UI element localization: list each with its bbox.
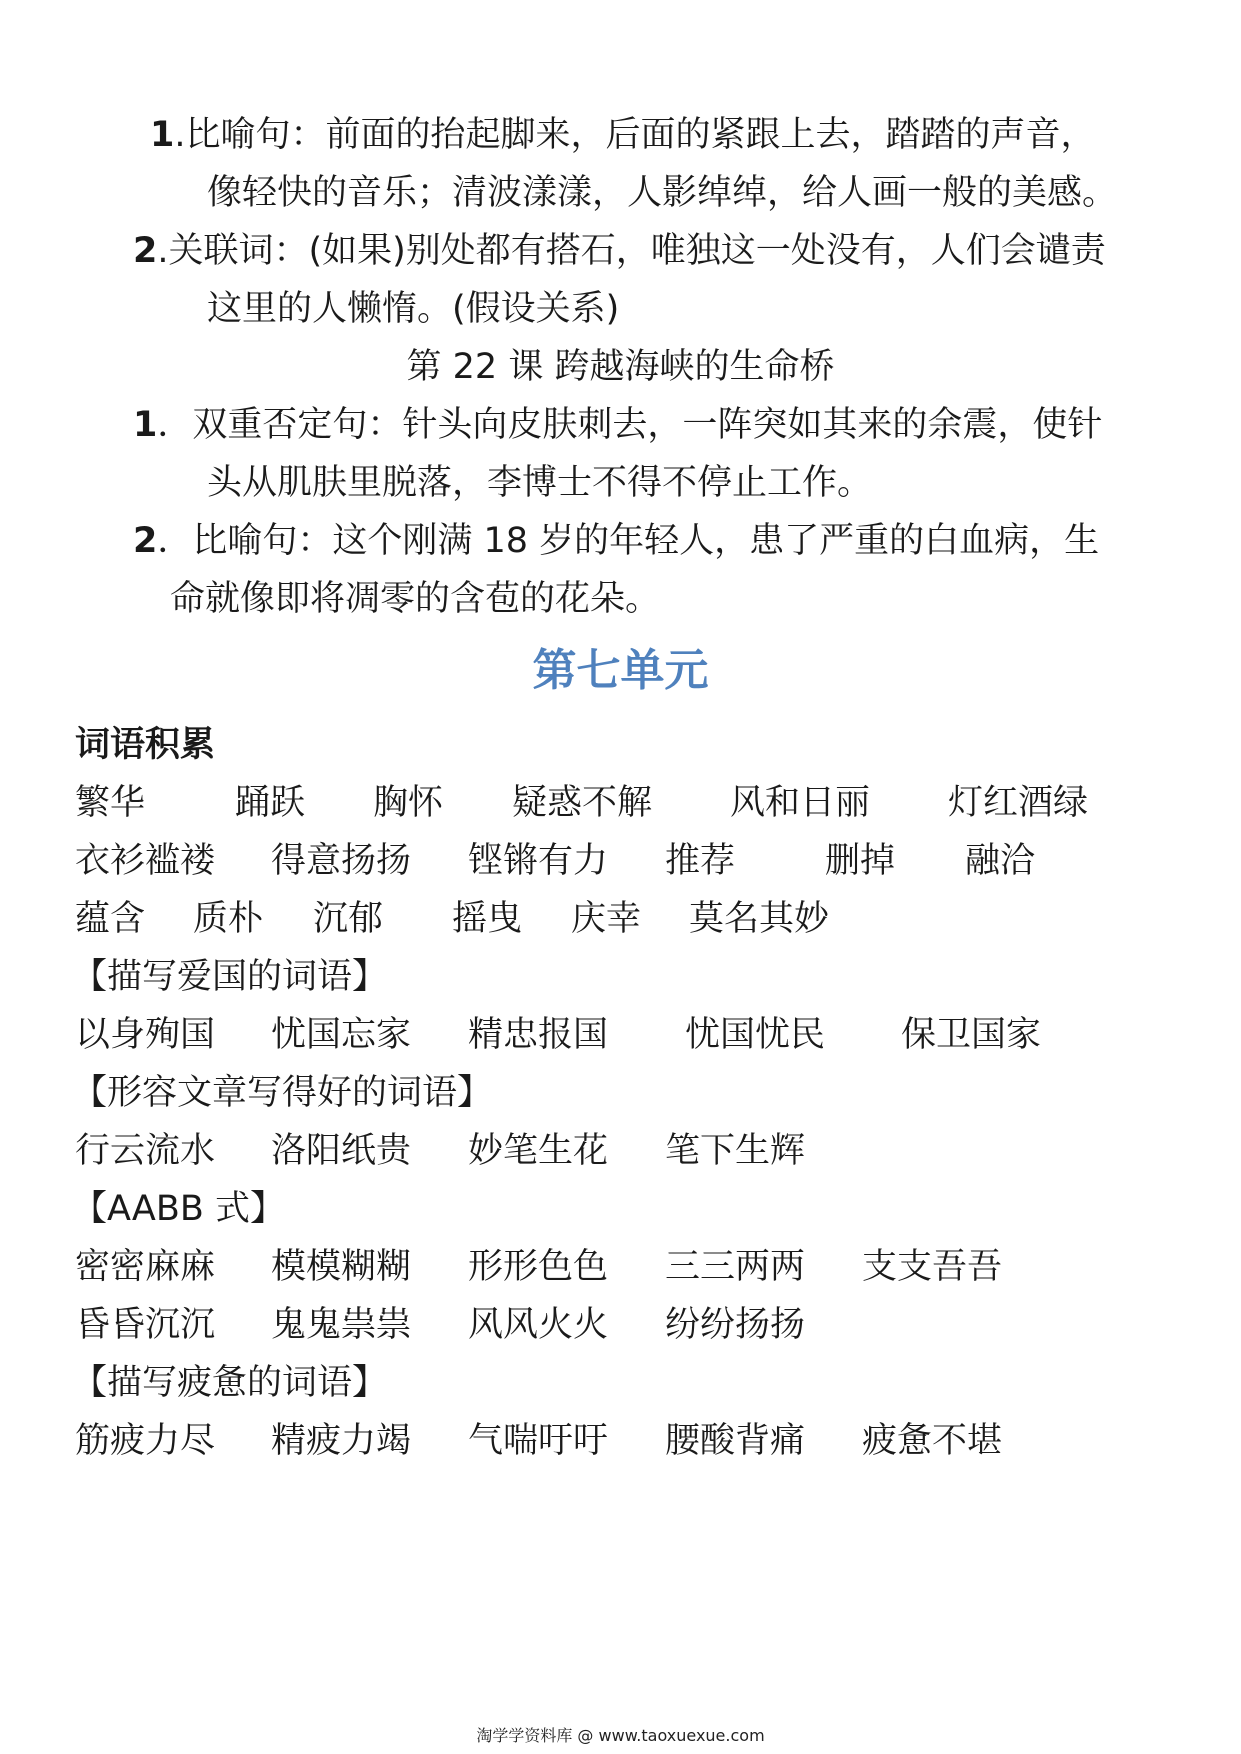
section-title: 【描写疲惫的词语】 <box>72 1363 388 1403</box>
lesson-heading: 第 22 课 跨越海峡的生命桥 <box>406 347 835 387</box>
word: 筋疲力尽 <box>75 1421 216 1461</box>
item-continuation: 这里的人懒惰。(假设关系) <box>207 289 620 329</box>
word: 推荐 <box>665 841 736 881</box>
item-text: ．比喻句：这个刚满 18 岁的年轻人，患了严重的白血病，生 <box>157 521 1100 561</box>
footer-watermark: 淘学学资料库 @ www.taoxuexue.com <box>476 1726 765 1745</box>
word: 纷纷扬扬 <box>665 1305 806 1345</box>
section-title: 【AABB 式】 <box>72 1189 286 1229</box>
word: 摇曳 <box>452 899 523 939</box>
word: 质朴 <box>193 899 264 939</box>
word: 得意扬扬 <box>271 841 412 881</box>
word: 气喘吁吁 <box>468 1421 609 1461</box>
word: 繁华 <box>75 783 146 823</box>
word: 支支吾吾 <box>862 1247 1003 1287</box>
item-text: .关联词：(如果)别处都有搭石，唯独这一处没有，人们会谴责 <box>157 231 1106 271</box>
word: 形形色色 <box>468 1247 609 1287</box>
word: 沉郁 <box>313 899 384 939</box>
word: 忧国忧民 <box>685 1015 826 1055</box>
item-line <box>133 518 1099 564</box>
vocab-heading: 词语积累 <box>75 725 216 765</box>
word: 昏昏沉沉 <box>75 1305 216 1345</box>
item-continuation: 像轻快的音乐；清波漾漾，人影绰绰，给人画一般的美感。 <box>207 173 1118 213</box>
word: 模模糊糊 <box>271 1247 412 1287</box>
word: 三三两两 <box>665 1247 806 1287</box>
word: 风和日丽 <box>730 783 871 823</box>
unit-title: 第七单元 <box>532 645 709 696</box>
word: 风风火火 <box>468 1305 609 1345</box>
word: 庆幸 <box>571 899 642 939</box>
word: 胸怀 <box>373 783 444 823</box>
item-text: .比喻句：前面的抬起脚来，后面的紧跟上去，踏踏的声音， <box>174 115 1096 155</box>
word: 忧国忘家 <box>271 1015 412 1055</box>
item-number: 2 <box>133 231 158 271</box>
word: 蕴含 <box>75 899 146 939</box>
item-continuation: 命就像即将凋零的含苞的花朵。 <box>170 579 661 619</box>
item-number: 1 <box>150 115 175 155</box>
word: 行云流水 <box>75 1131 216 1171</box>
word: 融洽 <box>965 841 1036 881</box>
item-line <box>150 112 1096 158</box>
word: 笔下生辉 <box>665 1131 806 1171</box>
word: 精忠报国 <box>468 1015 609 1055</box>
item-number: 2 <box>133 521 158 561</box>
word: 莫名其妙 <box>689 899 830 939</box>
word: 衣衫褴褛 <box>75 841 216 881</box>
item-line <box>133 228 1106 274</box>
section-title: 【描写爱国的词语】 <box>72 957 388 997</box>
word: 疲惫不堪 <box>862 1421 1003 1461</box>
word: 妙笔生花 <box>468 1131 609 1171</box>
word: 密密麻麻 <box>75 1247 216 1287</box>
word: 踊跃 <box>235 783 306 823</box>
item-text: ．双重否定句：针头向皮肤刺去，一阵突如其来的余震，使针 <box>157 405 1103 445</box>
word: 精疲力竭 <box>271 1421 412 1461</box>
word: 铿锵有力 <box>468 841 609 881</box>
item-number: 1 <box>133 405 158 445</box>
word: 保卫国家 <box>901 1015 1042 1055</box>
word: 鬼鬼祟祟 <box>271 1305 412 1345</box>
word: 洛阳纸贵 <box>271 1131 412 1171</box>
item-continuation: 头从肌肤里脱落，李博士不得不停止工作。 <box>207 463 873 503</box>
word: 腰酸背痛 <box>665 1421 806 1461</box>
word: 疑惑不解 <box>512 783 653 823</box>
section-title: 【形容文章写得好的词语】 <box>72 1073 493 1113</box>
word: 删掉 <box>825 841 896 881</box>
item-line <box>133 402 1102 448</box>
word: 灯红酒绿 <box>948 783 1089 823</box>
word: 以身殉国 <box>75 1015 216 1055</box>
